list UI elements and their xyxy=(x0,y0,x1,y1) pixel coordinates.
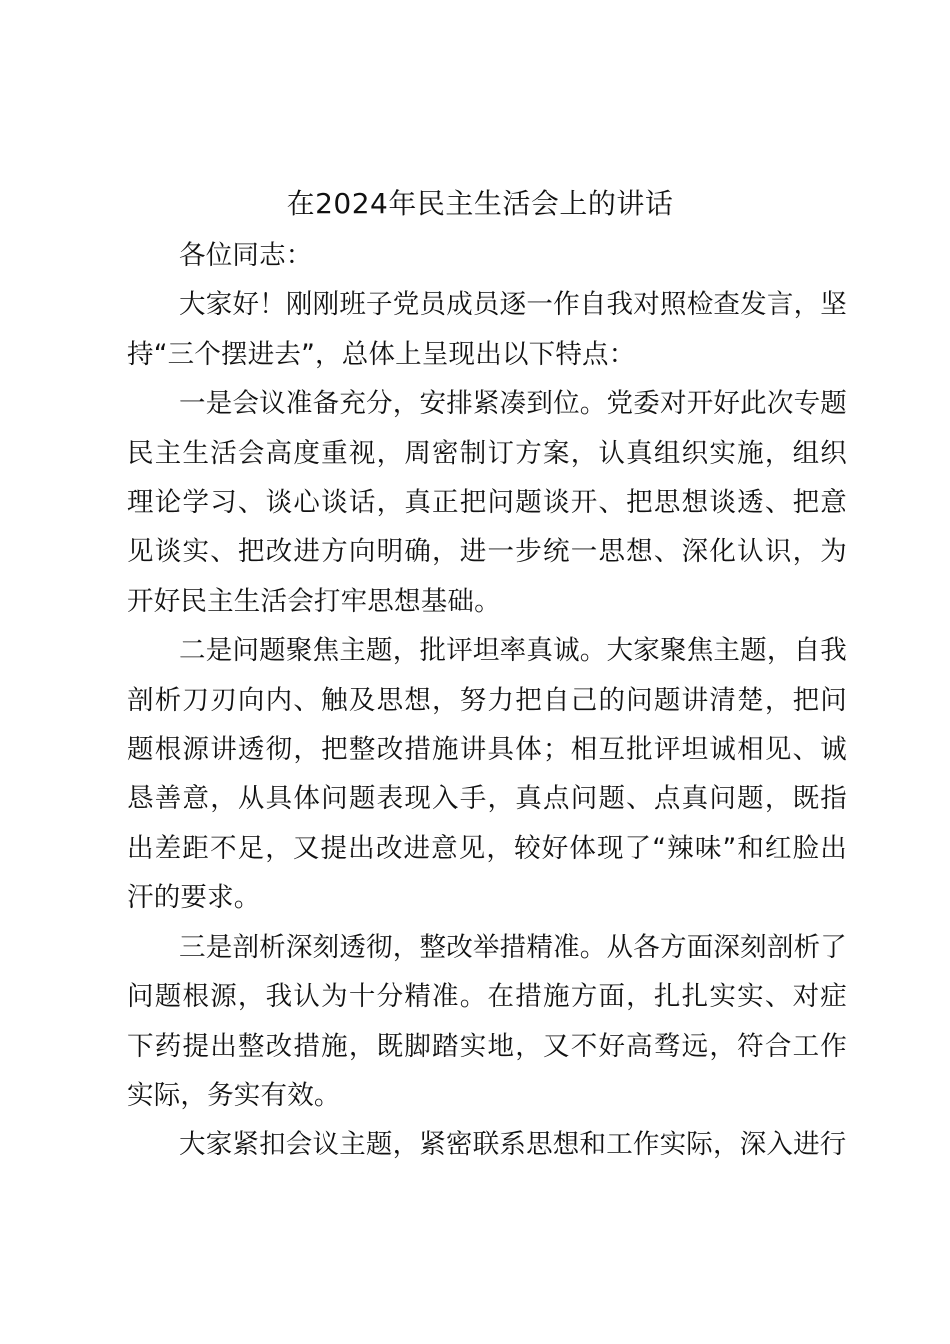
opening-paragraph: 大家好！刚刚班子党员成员逐一作自我对照检查发言，坚持“三个摆进去”，总体上呈现出以下特点： xyxy=(127,289,847,370)
point-one-paragraph: 一是会议准备充分，安排紧凑到位。党委对开好此次专题民主生活会高度重视，周密制订方案，认真组织实施，组织理论学习、谈心谈话，真正把问题谈开、把思想谈透、把意见谈实、把改进方向明确，进一步统一思想、深化认识，为开好民主生活会打牢思想基础。 xyxy=(127,388,847,617)
point-three-paragraph: 三是剖析深刻透彻，整改举措精准。从各方面深刻剖析了问题根源，我认为十分精准。在措施方面，扎扎实实、对症下药提出整改措施，既脚踏实地，又不好高骛远，符合工作实际，务实有效。 xyxy=(127,931,847,1111)
document-body xyxy=(127,231,847,1170)
point-two-paragraph: 二是问题聚焦主题，批评坦率真诚。大家聚焦主题，自我剖析刀刃向内、触及思想，努力把自己的问题讲清楚，把问题根源讲透彻，把整改措施讲具体；相互批评坦诚相见、诚恳善意，从具体问题表现入手，真点问题、点真问题，既指出差距不足，又提出改进意见，较好体现了“辣味”和红脸出汗的要求。 xyxy=(127,635,847,914)
document-title: 在2024年民主生活会上的讲话 xyxy=(286,187,674,220)
salutation-paragraph: 各位同志： xyxy=(179,240,313,271)
continuation-paragraph: 大家紧扣会议主题，紧密联系思想和工作实际，深入进行 xyxy=(179,1129,847,1161)
